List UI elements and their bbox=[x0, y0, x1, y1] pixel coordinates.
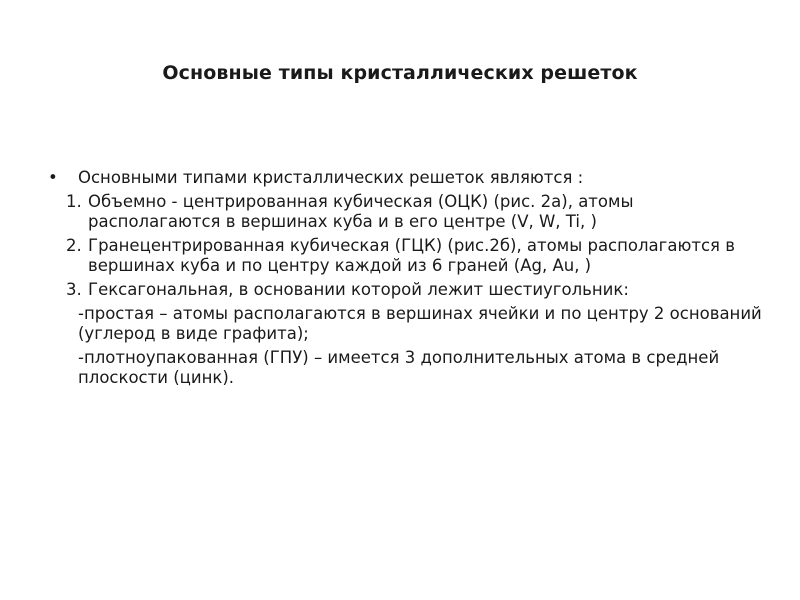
sub-item-1 bbox=[48, 304, 768, 344]
intro-text: Основными типами кристаллических решеток являются : bbox=[78, 168, 584, 187]
sub-item-text: -простая – атомы располагаются в вершинах ячейки и по центру 2 оснований (углерод в виде графита); bbox=[78, 304, 762, 343]
item-number: 3. bbox=[66, 280, 82, 299]
item-text: Гранецентрированная кубическая (ГЦК) (рис.2б), атомы располагаются в вершинах куба и по центру каждой из 6 граней (Ag, Au, ) bbox=[88, 236, 735, 275]
list-item-3 bbox=[48, 280, 768, 300]
intro-line bbox=[48, 168, 768, 188]
bullet-icon: • bbox=[48, 168, 58, 187]
item-number: 1. bbox=[66, 192, 82, 211]
list-item-2 bbox=[48, 236, 768, 276]
slide-body bbox=[48, 168, 768, 388]
slide-title: Основные типы кристаллических решеток bbox=[162, 62, 638, 84]
item-text: Гексагональная, в основании которой лежит шестиугольник: bbox=[88, 280, 629, 299]
item-text: Объемно - центрированная кубическая (ОЦК) (рис. 2а), атомы располагаются в вершинах куба и в его центре (V, W, Ti, ) bbox=[88, 192, 634, 231]
sub-item-2 bbox=[48, 348, 768, 388]
sub-item-text: -плотноупакованная (ГПУ) – имеется 3 дополнительных атома в средней плоскости (цинк). bbox=[78, 348, 720, 387]
item-number: 2. bbox=[66, 236, 82, 255]
list-item-1 bbox=[48, 192, 768, 232]
